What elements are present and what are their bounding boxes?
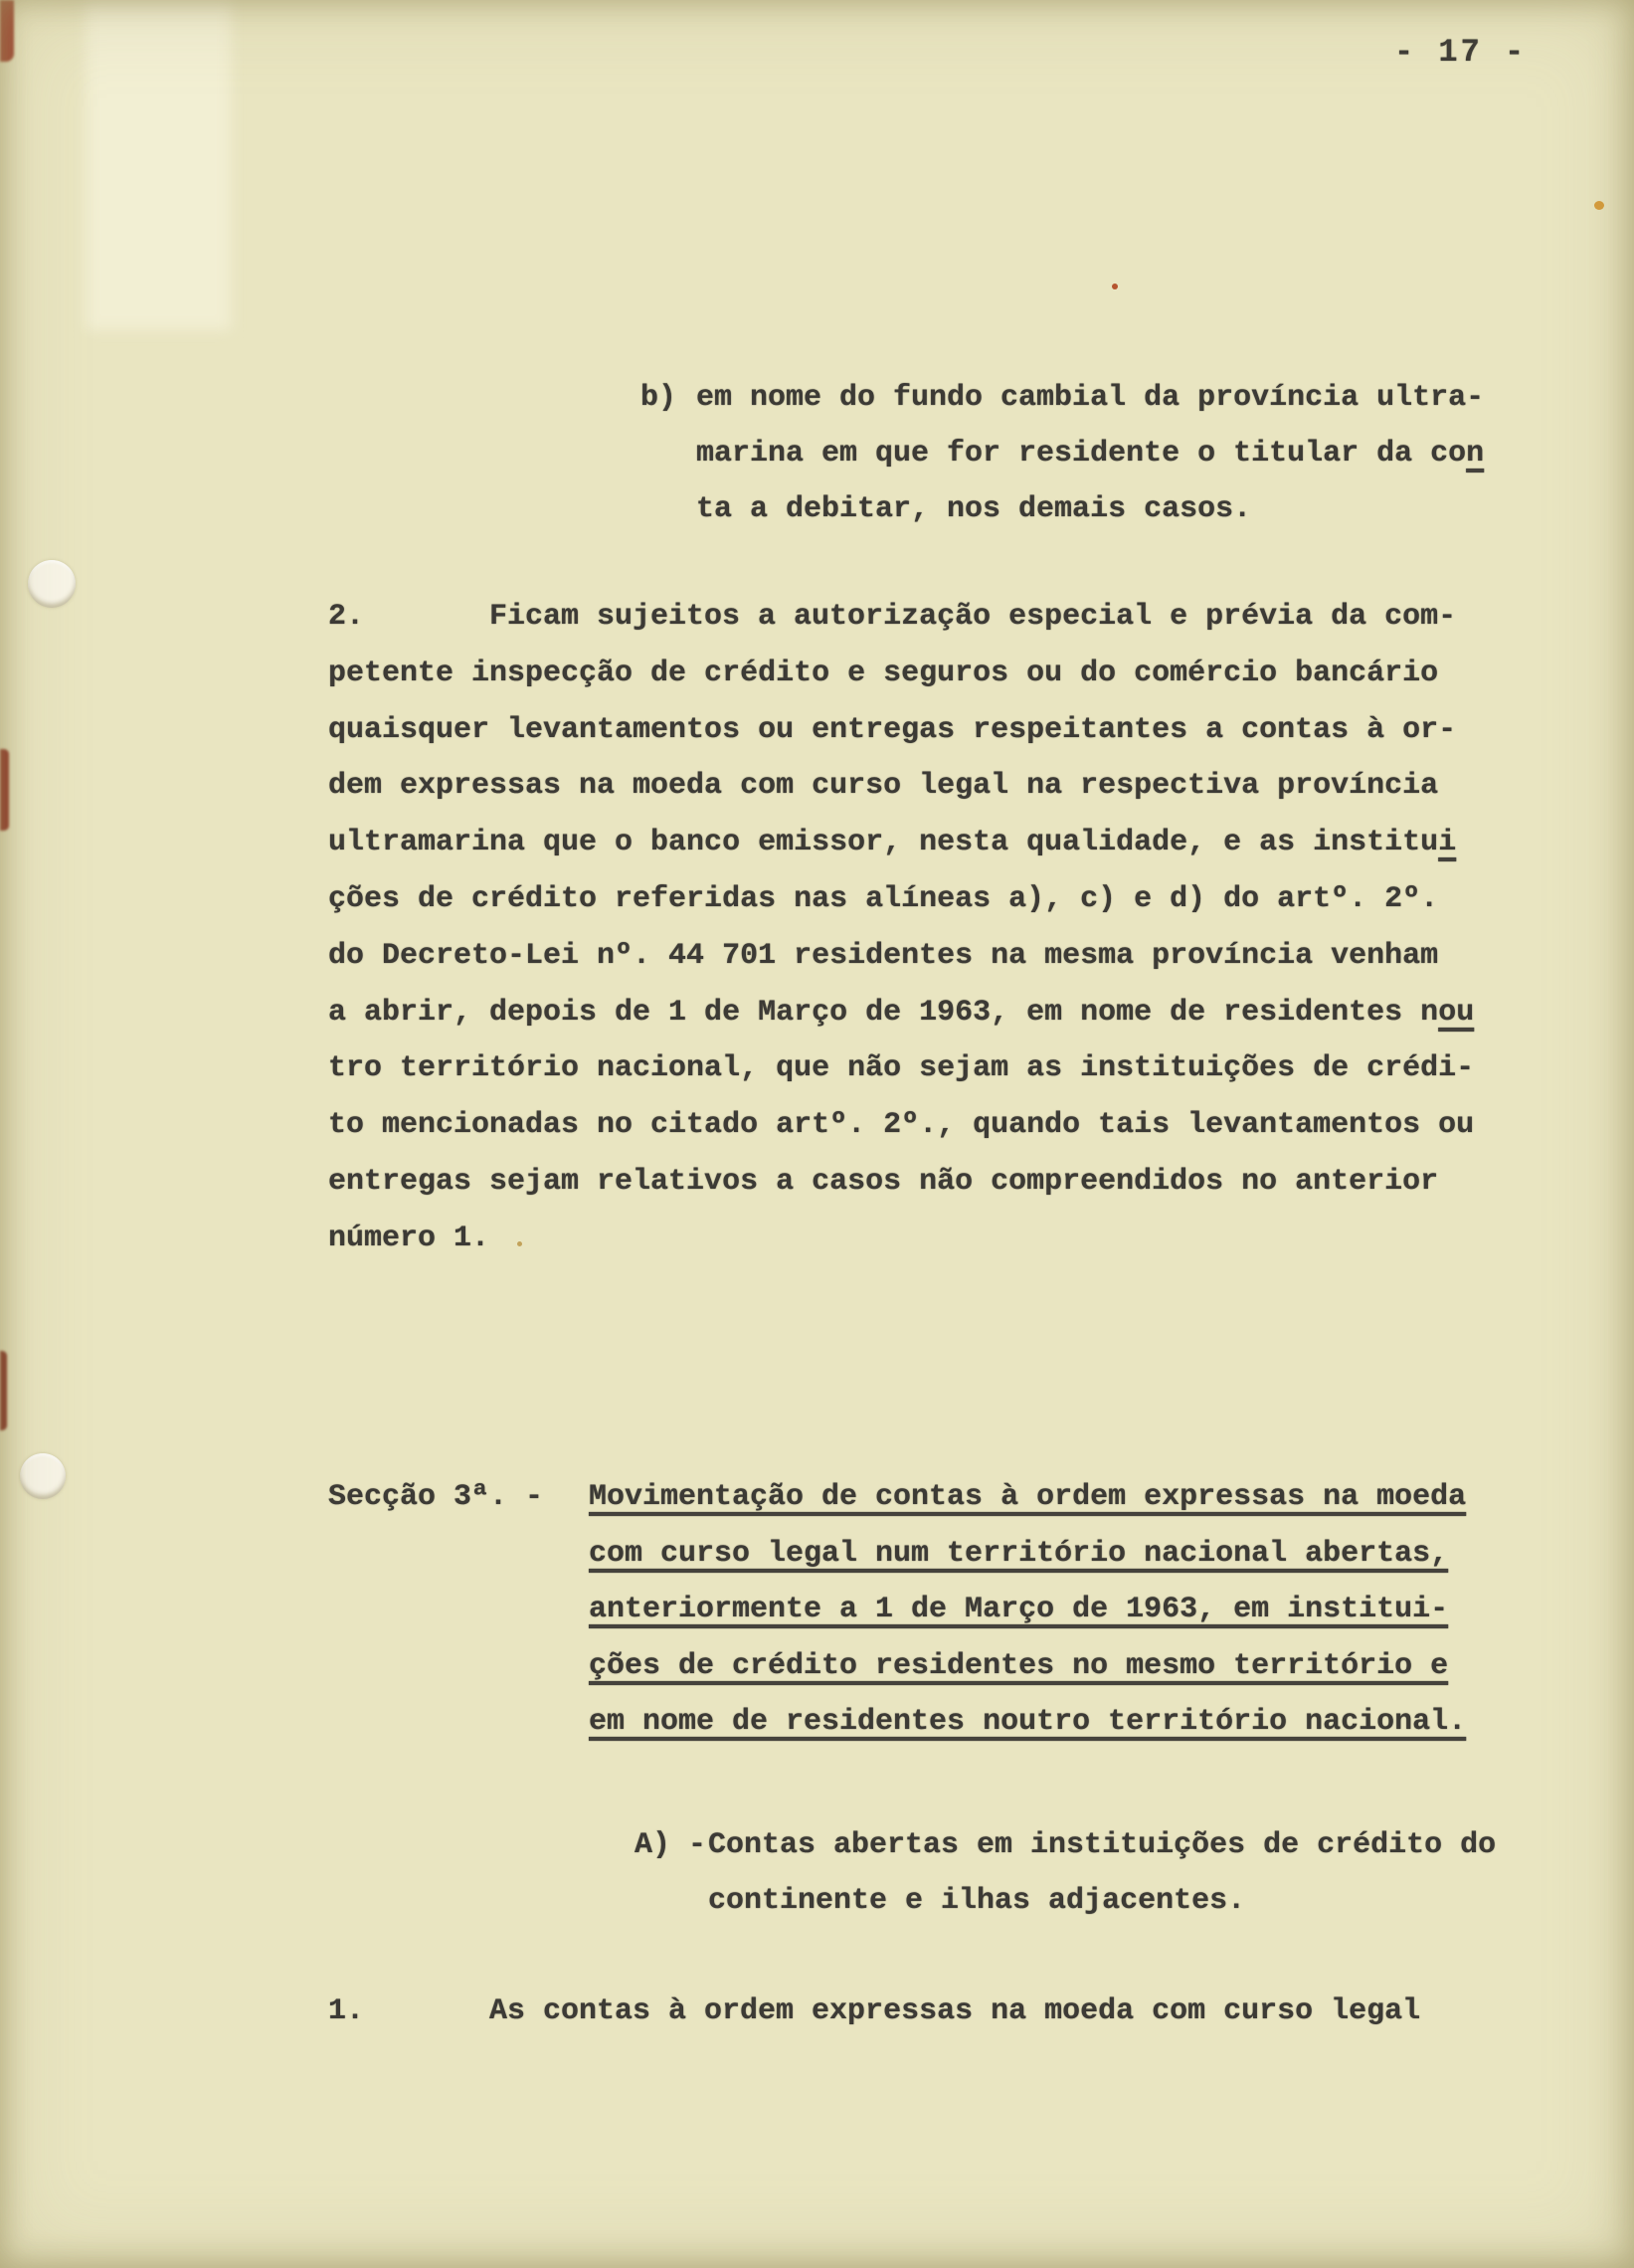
paragraph-marker: 2. (328, 600, 365, 634)
heading-line: anteriormente a 1 de Março de 1963, em institui- (589, 1593, 1449, 1627)
text-line: número 1. (328, 1221, 490, 1255)
paper-speck (1112, 284, 1118, 289)
clause-marker: b) (640, 381, 677, 415)
heading-line: em nome de residentes noutro território nacional. (589, 1705, 1467, 1740)
text-line: ultramarina que o banco emissor, nesta qualidade, e as institui (328, 826, 1457, 860)
text-line: do Decreto-Lei nº. 44 701 residentes na mesma província venham (328, 938, 1439, 973)
clause-b (640, 370, 1485, 537)
punch-hole (28, 560, 76, 608)
section-3-heading (328, 1469, 1467, 1751)
page-number: - 17 - (1394, 34, 1528, 71)
text-line: As contas à ordem expressas na moeda com curso legal (489, 1994, 1421, 2028)
paragraph-1 (328, 1984, 1420, 2039)
heading-line: ções de crédito residentes no mesmo território e (589, 1648, 1449, 1683)
text-line: petente inspecção de crédito e seguros ou do comércio bancário (328, 656, 1439, 690)
paragraph-marker: 1. (328, 1994, 365, 2028)
punch-hole (20, 1453, 66, 1499)
paragraph-2 (328, 589, 1474, 1267)
text-line: Ficam sujeitos a autorização especial e prévia da com- (489, 600, 1457, 634)
text-line: tro território nacional, que não sejam as instituições de crédi- (328, 1051, 1475, 1086)
section-label: Secção 3ª. - (328, 1480, 544, 1514)
paper-speck (1594, 201, 1604, 210)
text-line: dem expressas na moeda com curso legal na respectiva província (328, 769, 1439, 804)
text-line: a abrir, depois de 1 de Março de 1963, em nome de residentes nou (328, 995, 1475, 1030)
text-line: entregas sejam relativos a casos não compreendidos no anterior (328, 1164, 1439, 1199)
text-line: to mencionadas no citado artº. 2º., quando tais levantamentos ou (328, 1108, 1475, 1143)
binding-mark (0, 749, 9, 831)
text-line: ta a debitar, nos demais casos. (696, 492, 1252, 526)
heading-line: Movimentação de contas à ordem expressas na moeda (589, 1480, 1467, 1514)
binding-mark (0, 0, 14, 62)
text-line: continente e ilhas adjacentes. (708, 1884, 1246, 1918)
clause-a (635, 1817, 1497, 1929)
heading-line: com curso legal num território nacional abertas, (589, 1536, 1449, 1571)
text-line: marina em que for residente o titular da con (696, 437, 1485, 471)
text-line: Contas abertas em instituições de crédito do (708, 1828, 1497, 1862)
text-line: quaisquer levantamentos ou entregas respeitantes a contas à or- (328, 712, 1457, 747)
text-line: em nome do fundo cambial da província ultra- (696, 381, 1485, 415)
clause-marker: A) - (635, 1828, 707, 1862)
binding-mark (0, 1351, 7, 1430)
scan-light-band (86, 0, 231, 330)
text-line: ções de crédito referidas nas alíneas a), c) e d) do artº. 2º. (328, 881, 1439, 916)
